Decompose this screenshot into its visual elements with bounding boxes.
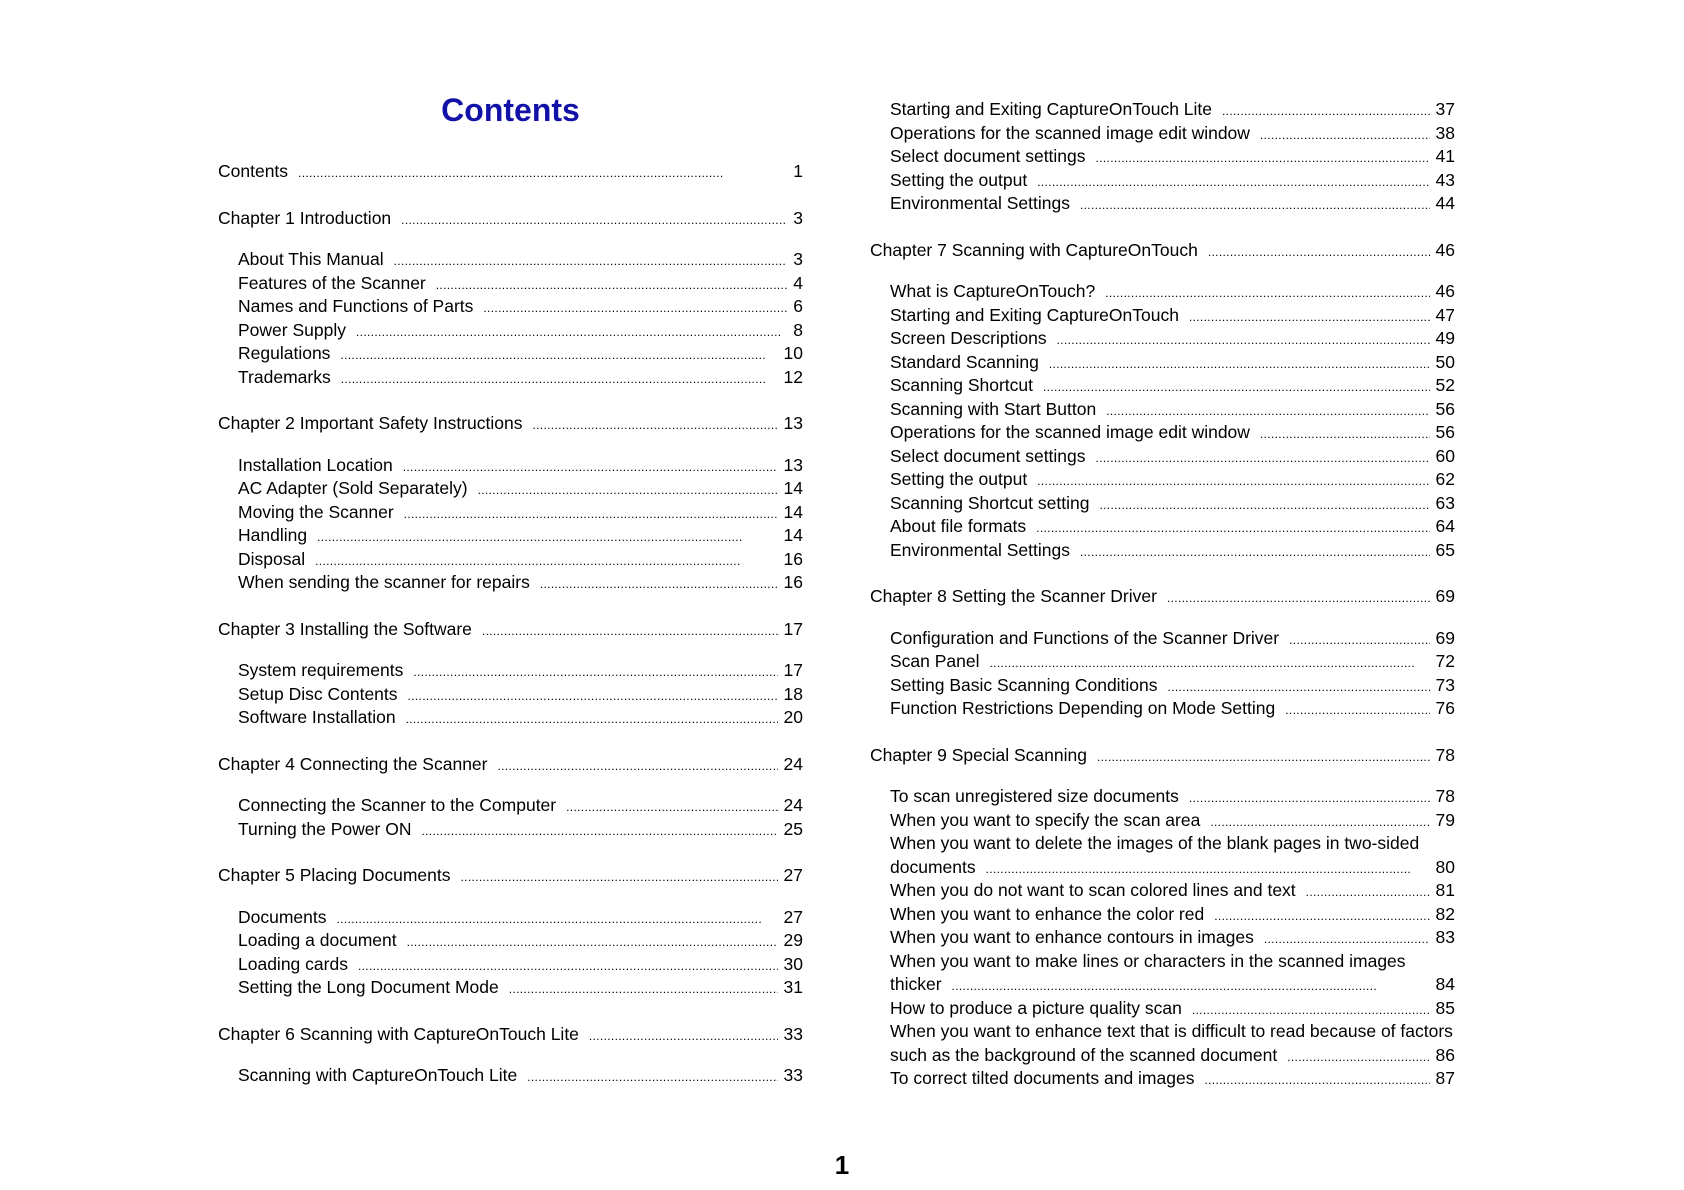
toc-entry-title: Chapter 8 Setting the Scanner Driver: [870, 586, 1157, 606]
toc-entry-title-line: When you want to delete the images of the blank pages in two-sided: [890, 833, 1420, 853]
toc-page-number: 14: [783, 501, 803, 522]
dot-leader: [497, 755, 777, 779]
toc-page-number: 80: [1435, 856, 1455, 877]
toc-page-number: 63: [1435, 492, 1455, 513]
toc-section-entry[interactable]: [870, 1020, 1455, 1067]
toc-page-number: 41: [1435, 146, 1455, 166]
toc-entry-title: Select document settings: [890, 445, 1086, 466]
toc-spacer: [218, 230, 803, 248]
toc-page-number: 72: [1435, 651, 1455, 671]
toc-page-number: 33: [783, 1065, 803, 1085]
dot-leader: [1222, 100, 1430, 124]
toc-entry-title: Software Installation: [238, 707, 396, 727]
toc-spacer: [218, 1000, 803, 1023]
toc-page-number: 82: [1435, 903, 1455, 924]
toc-entry-title: AC Adapter (Sold Separately): [238, 478, 468, 498]
toc-page-number: 85: [1435, 997, 1455, 1018]
toc-page-number: 62: [1435, 469, 1455, 489]
toc-entry-title: About This Manual: [238, 249, 384, 269]
toc-section-entry[interactable]: [218, 366, 803, 390]
toc-section-entry[interactable]: [870, 832, 1455, 879]
toc-section-entry[interactable]: [870, 122, 1455, 146]
toc-section-entry[interactable]: [870, 169, 1455, 193]
toc-entry-title: About file formats: [890, 516, 1027, 536]
toc-page-number: 69: [1435, 627, 1455, 648]
toc-chapter-entry[interactable]: [218, 412, 803, 436]
dot-leader: [358, 955, 778, 979]
toc-entry-title: Select document settings: [890, 146, 1086, 166]
toc-section-entry[interactable]: [870, 627, 1455, 651]
toc-entry-title: Setting the Long Document Mode: [238, 977, 499, 997]
toc-page-number: 17: [783, 618, 803, 639]
dot-leader: [566, 796, 777, 820]
toc-section-entry[interactable]: [218, 906, 803, 930]
toc-entry-title: Scanning Shortcut setting: [890, 492, 1090, 513]
toc-page-number: 49: [1435, 328, 1455, 348]
toc-chapter-entry[interactable]: [218, 160, 803, 184]
toc-page-number: 60: [1435, 445, 1455, 466]
dot-leader: [341, 368, 778, 392]
toc-entry-title: Features of the Scanner: [238, 272, 426, 293]
dot-leader: [1106, 400, 1429, 424]
dot-leader: [509, 978, 778, 1002]
dot-leader: [1167, 587, 1430, 611]
dot-leader: [1285, 699, 1429, 723]
toc-page-number: 86: [1435, 1044, 1455, 1065]
toc-page-number: 13: [783, 413, 803, 433]
toc-entry-title: Connecting the Scanner to the Computer: [238, 795, 557, 815]
toc-chapter-entry[interactable]: [218, 864, 803, 888]
dot-leader: [1289, 629, 1429, 653]
dot-leader: [589, 1025, 778, 1049]
toc-page-number: 64: [1435, 516, 1455, 536]
dot-leader: [401, 209, 787, 233]
toc-page-number: 56: [1435, 398, 1455, 419]
toc-page-number: 10: [783, 343, 803, 363]
dot-leader: [436, 274, 788, 298]
toc-section-entry[interactable]: [870, 374, 1455, 398]
toc-entry-title: Names and Functions of Parts: [238, 296, 474, 316]
toc-section-entry[interactable]: [218, 929, 803, 953]
toc-section-entry[interactable]: [870, 926, 1455, 950]
toc-entry-title: Chapter 3 Installing the Software: [218, 618, 472, 639]
toc-section-entry[interactable]: [218, 953, 803, 977]
toc-page-number: 83: [1435, 927, 1455, 947]
toc-page-number: 29: [783, 930, 803, 950]
toc-entry-title: Chapter 7 Scanning with CaptureOnTouch: [870, 239, 1198, 260]
toc-section-entry[interactable]: [218, 794, 803, 818]
toc-page-number: 78: [1435, 744, 1455, 765]
toc-spacer: [218, 1046, 803, 1064]
toc-entry-title: Scanning Shortcut: [890, 375, 1034, 395]
toc-page-number: 3: [793, 249, 803, 269]
toc-section-entry[interactable]: [870, 351, 1455, 375]
dot-leader: [460, 866, 777, 890]
toc-entry-title: Environmental Settings: [890, 539, 1070, 560]
toc-entry-title: What is CaptureOnTouch?: [890, 281, 1096, 301]
toc-page-number: 78: [1435, 786, 1455, 806]
dot-leader: [413, 661, 777, 685]
dot-leader: [1105, 282, 1429, 306]
dot-leader: [1260, 124, 1430, 148]
dot-leader: [1210, 811, 1429, 835]
toc-entry-title: Chapter 4 Connecting the Scanner: [218, 753, 488, 774]
page-number: 1: [834, 1150, 850, 1180]
dot-leader: [1057, 329, 1430, 353]
dot-leader: [532, 414, 777, 438]
toc-section-entry[interactable]: [870, 1067, 1455, 1091]
dot-leader: [1080, 541, 1430, 565]
dot-leader: [1036, 517, 1429, 541]
dot-leader: [482, 620, 778, 644]
toc-section-entry[interactable]: [870, 468, 1455, 492]
toc-page-number: 8: [793, 319, 803, 340]
toc-entry-title: When you want to enhance contours in images: [890, 927, 1254, 947]
dot-leader: [1204, 1069, 1429, 1093]
toc-entry-title-line: When you want to make lines or characters in the scanned images: [890, 950, 1406, 971]
toc-page-number: 79: [1435, 809, 1455, 830]
toc-section-entry[interactable]: [870, 879, 1455, 903]
dot-leader: [315, 550, 777, 574]
toc-spacer: [870, 562, 1455, 585]
toc-section-entry[interactable]: [870, 192, 1455, 216]
toc-spacer: [870, 609, 1455, 627]
toc-entry-title: Power Supply: [238, 319, 346, 340]
dot-leader: [1189, 787, 1430, 811]
toc-section-entry[interactable]: [870, 445, 1455, 469]
toc-page-number: 18: [783, 683, 803, 704]
toc-spacer: [218, 730, 803, 753]
dot-leader: [1192, 999, 1430, 1023]
dot-leader: [483, 297, 787, 321]
dot-leader: [1037, 171, 1429, 195]
toc-chapter-entry[interactable]: [870, 239, 1455, 263]
toc-page-number: 30: [783, 953, 803, 974]
toc-section-entry[interactable]: [870, 398, 1455, 422]
toc-entry-title: Configuration and Functions of the Scanner Driver: [890, 627, 1280, 648]
toc-spacer: [218, 888, 803, 906]
toc-entry-title: Contents: [218, 161, 289, 181]
toc-entry-title: Trademarks: [238, 366, 331, 387]
dot-leader: [408, 685, 778, 709]
dot-leader: [1037, 470, 1429, 494]
toc-page-number: 24: [783, 795, 803, 815]
toc-entry-title: Loading cards: [238, 953, 348, 974]
toc-entry-title: documents: [890, 856, 976, 877]
toc-page-number: 69: [1435, 586, 1455, 606]
toc-section-entry[interactable]: [870, 539, 1455, 563]
toc-section-entry[interactable]: [218, 976, 803, 1000]
toc-page-number: 4: [793, 272, 803, 293]
toc-page-number: 73: [1435, 674, 1455, 695]
toc-entry-title: Scanning with Start Button: [890, 398, 1097, 419]
toc-section-entry[interactable]: [870, 515, 1455, 539]
toc-page-number: 33: [783, 1023, 803, 1044]
toc-entry-title: When sending the scanner for repairs: [238, 572, 530, 592]
toc-page-number: 27: [783, 906, 803, 927]
toc-chapter-entry[interactable]: [870, 744, 1455, 768]
toc-entry-title: Installation Location: [238, 454, 393, 475]
toc-entry-title: Standard Scanning: [890, 351, 1039, 372]
toc-entry-title: How to produce a picture quality scan: [890, 997, 1182, 1018]
toc-page-number: 1: [793, 161, 803, 181]
toc-page-number: 24: [783, 753, 803, 774]
toc-section-entry[interactable]: [870, 674, 1455, 698]
toc-spacer: [870, 721, 1455, 744]
page-heading: Contents: [441, 92, 580, 128]
toc-entry-title: Scanning with CaptureOnTouch Lite: [238, 1065, 518, 1085]
toc-spacer: [218, 776, 803, 794]
dot-leader: [1096, 447, 1430, 471]
toc-section-entry[interactable]: [218, 454, 803, 478]
toc-entry-title: To correct tilted documents and images: [890, 1068, 1195, 1088]
toc-entry-title: Setting the output: [890, 169, 1028, 190]
dot-leader: [540, 573, 778, 597]
dot-leader: [990, 652, 1430, 676]
dot-leader: [952, 975, 1430, 999]
toc-section-entry[interactable]: [218, 477, 803, 501]
toc-page-number: 31: [783, 977, 803, 997]
toc-spacer: [218, 184, 803, 207]
toc-spacer: [218, 389, 803, 412]
toc-page-number: 56: [1435, 422, 1455, 442]
toc-spacer: [870, 767, 1455, 785]
toc-page-number: 76: [1435, 698, 1455, 718]
toc-page-number: 52: [1435, 375, 1455, 395]
toc-section-entry[interactable]: [870, 98, 1455, 122]
toc-page-number: 38: [1435, 122, 1455, 143]
toc-page-number: 12: [783, 366, 803, 387]
toc-entry-title: Chapter 5 Placing Documents: [218, 865, 451, 885]
toc-section-entry[interactable]: [218, 248, 803, 272]
dot-leader: [298, 162, 787, 186]
dot-leader: [1214, 905, 1429, 929]
toc-section-entry[interactable]: [218, 683, 803, 707]
toc-section-entry[interactable]: [218, 548, 803, 572]
toc-right-column: [870, 98, 1455, 1091]
toc-entry-title: Setting Basic Scanning Conditions: [890, 674, 1158, 695]
dot-leader: [403, 456, 778, 480]
toc-section-entry[interactable]: [218, 1064, 803, 1088]
dot-leader: [527, 1066, 777, 1090]
toc-section-entry[interactable]: [218, 342, 803, 366]
toc-section-entry[interactable]: [870, 809, 1455, 833]
dot-leader: [986, 858, 1430, 882]
toc-page-number: 84: [1435, 974, 1455, 994]
toc-page-number: 16: [783, 572, 803, 592]
toc-section-entry[interactable]: [218, 272, 803, 296]
toc-page-number: 37: [1435, 99, 1455, 119]
toc-spacer: [218, 595, 803, 618]
toc-page-number: 6: [793, 296, 803, 316]
dot-leader: [1306, 881, 1430, 905]
toc-entry-title: System requirements: [238, 660, 404, 680]
toc-page-number: 14: [783, 525, 803, 545]
dot-leader: [1264, 928, 1430, 952]
dot-leader: [1260, 423, 1430, 447]
dot-leader: [1049, 353, 1430, 377]
toc-page-number: 16: [783, 548, 803, 569]
dot-leader: [394, 250, 788, 274]
toc-section-entry[interactable]: [870, 950, 1455, 997]
toc-entry-title: Chapter 6 Scanning with CaptureOnTouch Lite: [218, 1023, 579, 1044]
toc-entry-title: thicker: [890, 974, 942, 994]
toc-entry-title: Turning the Power ON: [238, 818, 412, 839]
toc-entry-title: Function Restrictions Depending on Mode Setting: [890, 698, 1276, 718]
toc-section-entry[interactable]: [218, 319, 803, 343]
dot-leader: [407, 931, 778, 955]
toc-page-number: 46: [1435, 239, 1455, 260]
toc-section-entry[interactable]: [218, 501, 803, 525]
toc-section-entry[interactable]: [870, 280, 1455, 304]
toc-entry-title: When you want to specify the scan area: [890, 809, 1201, 830]
toc-entry-title: To scan unregistered size documents: [890, 786, 1179, 806]
toc-entry-title: Starting and Exiting CaptureOnTouch: [890, 304, 1179, 325]
toc-chapter-entry[interactable]: [218, 618, 803, 642]
dot-leader: [404, 503, 778, 527]
toc-spacer: [218, 641, 803, 659]
toc-entry-title: Environmental Settings: [890, 193, 1070, 213]
toc-spacer: [218, 436, 803, 454]
toc-section-entry[interactable]: [218, 571, 803, 595]
toc-page-number: 47: [1435, 304, 1455, 325]
toc-entry-title: Setup Disc Contents: [238, 683, 398, 704]
toc-page-number: 3: [793, 207, 803, 228]
dot-leader: [1080, 194, 1430, 218]
dot-leader: [1099, 494, 1429, 518]
toc-entry-title: such as the background of the scanned document: [890, 1044, 1278, 1065]
dot-leader: [337, 908, 778, 932]
toc-section-entry[interactable]: [870, 785, 1455, 809]
dot-leader: [1097, 746, 1430, 770]
dot-leader: [406, 708, 778, 732]
dot-leader: [1043, 376, 1430, 400]
toc-chapter-entry[interactable]: [870, 585, 1455, 609]
toc-page-number: 14: [783, 478, 803, 498]
toc-entry-title: Loading a document: [238, 930, 397, 950]
toc-page-number: 17: [783, 660, 803, 680]
dot-leader: [340, 344, 777, 368]
toc-page-number: 81: [1435, 880, 1455, 900]
toc-page-number: 65: [1435, 539, 1455, 560]
dot-leader: [1208, 241, 1430, 265]
toc-spacer: [218, 841, 803, 864]
toc-page-number: 44: [1435, 193, 1455, 213]
toc-entry-title: Moving the Scanner: [238, 501, 394, 522]
toc-section-entry[interactable]: [870, 997, 1455, 1021]
toc-entry-title: When you want to enhance the color red: [890, 903, 1205, 924]
toc-page-number: 25: [783, 818, 803, 839]
dot-leader: [356, 321, 787, 345]
toc-section-entry[interactable]: [870, 492, 1455, 516]
toc-section-entry[interactable]: [870, 697, 1455, 721]
toc-section-entry[interactable]: [218, 524, 803, 548]
toc-section-entry[interactable]: [218, 706, 803, 730]
toc-entry-title: Chapter 1 Introduction: [218, 207, 392, 228]
toc-entry-title: Setting the output: [890, 469, 1028, 489]
toc-entry-title: Documents: [238, 906, 327, 927]
toc-section-entry[interactable]: [218, 295, 803, 319]
toc-section-entry[interactable]: [870, 650, 1455, 674]
toc-chapter-entry[interactable]: [218, 1023, 803, 1047]
toc-entry-title: Operations for the scanned image edit window: [890, 422, 1250, 442]
toc-page-number: 13: [783, 454, 803, 475]
dot-leader: [1189, 306, 1430, 330]
dot-leader: [421, 820, 777, 844]
toc-entry-title: Starting and Exiting CaptureOnTouch Lite: [890, 99, 1212, 119]
toc-section-entry[interactable]: [870, 421, 1455, 445]
toc-entry-title: Chapter 9 Special Scanning: [870, 744, 1087, 765]
dot-leader: [1287, 1046, 1429, 1070]
toc-spacer: [870, 216, 1455, 239]
dot-leader: [1096, 147, 1430, 171]
toc-left-column: [218, 160, 803, 1088]
toc-section-entry[interactable]: [870, 903, 1455, 927]
toc-chapter-entry[interactable]: [218, 207, 803, 231]
dot-leader: [478, 479, 778, 503]
toc-section-entry[interactable]: [870, 145, 1455, 169]
toc-section-entry[interactable]: [870, 304, 1455, 328]
toc-spacer: [870, 262, 1455, 280]
toc-entry-title: Operations for the scanned image edit window: [890, 122, 1250, 143]
toc-entry-title: Disposal: [238, 548, 306, 569]
toc-entry-title: Handling: [238, 525, 308, 545]
toc-section-entry[interactable]: [870, 327, 1455, 351]
toc-page-number: 27: [783, 865, 803, 885]
toc-section-entry[interactable]: [218, 659, 803, 683]
toc-page-number: 20: [783, 707, 803, 727]
toc-chapter-entry[interactable]: [218, 753, 803, 777]
toc-entry-title: Regulations: [238, 343, 331, 363]
toc-section-entry[interactable]: [218, 818, 803, 842]
dot-leader: [1168, 676, 1430, 700]
toc-entry-title-line: When you want to enhance text that is difficult to read because of factors: [890, 1021, 1453, 1041]
dot-leader: [317, 526, 777, 550]
toc-page-number: 43: [1435, 169, 1455, 190]
toc-page-number: 50: [1435, 351, 1455, 372]
toc-entry-title: Screen Descriptions: [890, 328, 1047, 348]
toc-entry-title: When you do not want to scan colored lines and text: [890, 880, 1296, 900]
toc-entry-title: Scan Panel: [890, 651, 980, 671]
toc-page-number: 46: [1435, 281, 1455, 301]
toc-page-number: 87: [1435, 1068, 1455, 1088]
toc-entry-title: Chapter 2 Important Safety Instructions: [218, 413, 523, 433]
